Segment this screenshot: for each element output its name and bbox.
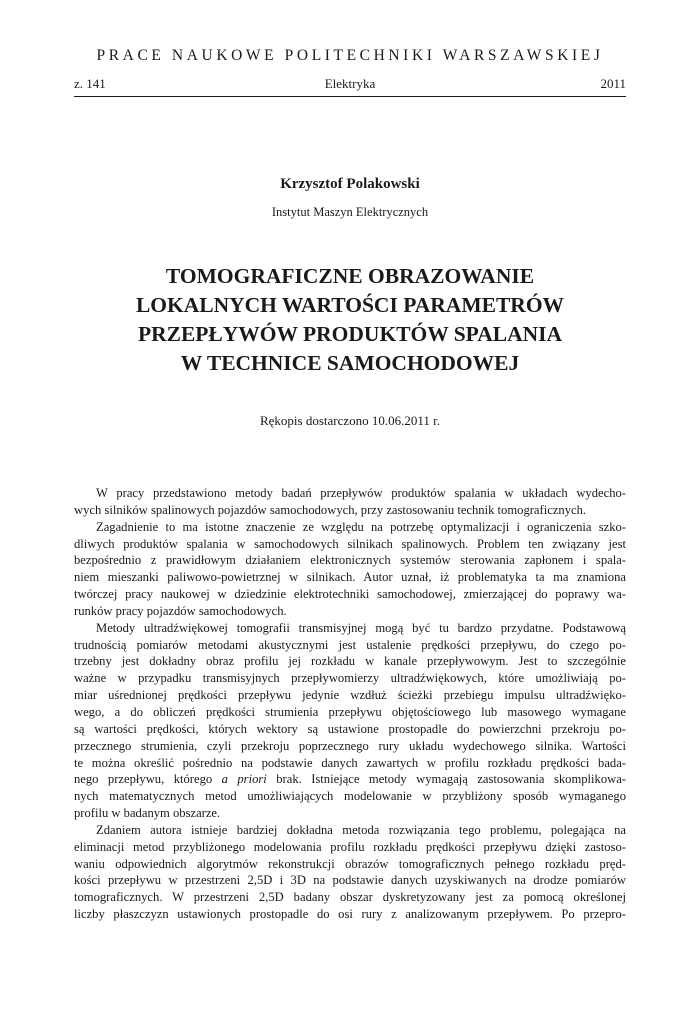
body-line (74, 771, 626, 788)
body-line: W pracy przedstawiono metody badań przepływów produktów spalania w układach wydecho- (96, 486, 626, 500)
section-name: Elektryka (324, 76, 376, 91)
body-line: nych matematycznych metod umożliwiających modelowanie w przybliżony sposób wymaganego (74, 789, 626, 804)
author-name: Krzysztof Polakowski (280, 176, 420, 192)
body-line: profilu w badanym obszarze. (74, 806, 221, 821)
body-line: twórczej pracy naukowej w dziedzinie elektrotechniki samochodowej, zmierzającej do poprawy wa- (74, 587, 626, 602)
body-line: kości przepływu w przestrzeni 2,5D i 3D na podstawie danych uzyskiwanych na drodze pomiarów (74, 873, 626, 888)
issue-number: z. 141 (74, 76, 106, 91)
body-line: tomograficznych. W przestrzeni 2,5D badany obszar dyskretyzowany jest za pomocą określonej (74, 890, 626, 905)
body-line: są wartości prędkości, których wektory są ustawione prostopadle do powierzchni przekroju po- (74, 721, 626, 736)
body-line: niem mieszanki paliwowo-powietrznej w silnikach. Autor uznał, iż problematyka ta ma znamiona (74, 570, 626, 585)
body-line: wych silników spalinowych pojazdów samochodowych, przy zastosowaniu technik tomograficznych. (74, 502, 587, 517)
body-line: przecznego strumienia, czyli przekroju poprzecznego rury układu wydechowego silnika. Wartości (74, 738, 626, 753)
body-line: waniu odpowiednich algorytmów rekonstrukcji obrazów tomograficznych pełnego rozkładu pręd- (74, 856, 626, 871)
title-line: W TECHNICE SAMOCHODOWEJ (180, 351, 520, 375)
body-line: trudnością pomiarów metodami akustycznymi jest ustalenie prędkości przepływu, do czego po- (74, 637, 626, 652)
body-line: trzebny jest dokładny obraz profilu jej rozkładu w kanale przepływowym. Jest to szczególnie (74, 654, 626, 669)
body-line: wego, a do obliczeń prędkości strumienia przepływu objętościowego lub masowego wymagane (74, 704, 626, 719)
emphasis-a-priori: a priori (221, 772, 267, 787)
title-line: TOMOGRAFICZNE OBRAZOWANIE (165, 264, 535, 288)
body-line: bezpośrednio z prawidłowym działaniem elektronicznych systemów sterowania zapłonem i spala- (74, 553, 626, 568)
body-line: ważne w przypadku transmisyjnych przepływomierzy ultradźwiękowych, które umożliwiają po- (74, 671, 626, 686)
journal-series-title: PRACE NAUKOWE POLITECHNIKI WARSZAWSKIEJ (96, 47, 604, 64)
body-line: liczby płaszczyzn ustawionych prostopadle do osi rury z analizowanym przepływem. Po przepro- (74, 907, 626, 922)
body-line: te można określić pośrednio na podstawie danych zawartych w profilu rozkładu prędkości bada- (74, 755, 626, 770)
issue-meta-line (74, 76, 626, 92)
body-line: miar uśrednionej prędkości przepływu jedynie wzdłuż ścieżki przebiegu impulsu ultradźwięko- (74, 688, 626, 703)
publication-year: 2011 (600, 76, 626, 91)
body-line: dliwych produktów spalania w samochodowych silnikach spalinowych. Problem ten związany jest (74, 536, 626, 551)
header-rule (74, 96, 626, 97)
author-affiliation: Instytut Maszyn Elektrycznych (271, 205, 429, 219)
body-line: Zagadnienie to ma istotne znaczenie ze względu na potrzebę optymalizacji i ograniczenia szko- (96, 519, 626, 534)
abstract-body (74, 485, 626, 923)
title-line: PRZEPŁYWÓW PRODUKTÓW SPALANIA (137, 322, 563, 346)
body-text-segment: brak. Istniejące metody wymagają zastosowania skomplikowa- (266, 772, 627, 787)
body-line: Zdaniem autora istnieje bardziej dokładna metoda rozwiązania tego problemu, polegająca na (96, 822, 626, 837)
body-line: Metody ultradźwiękowej tomografii transmisyjnej mogą być tu bardzo przydatne. Podstawową (96, 620, 626, 635)
body-line: eliminacji metod przybliżonego modelowania profilu rozkładu prędkości przepływu dzięki zastoso- (74, 839, 626, 854)
manuscript-received-date: Rękopis dostarczono 10.06.2011 r. (259, 413, 441, 428)
title-line: LOKALNYCH WARTOŚCI PARAMETRÓW (135, 293, 565, 317)
body-line: runków pracy pojazdów samochodowych. (74, 603, 287, 618)
body-text-segment: nego przepływu, którego (74, 772, 222, 787)
paper-title (74, 262, 626, 378)
